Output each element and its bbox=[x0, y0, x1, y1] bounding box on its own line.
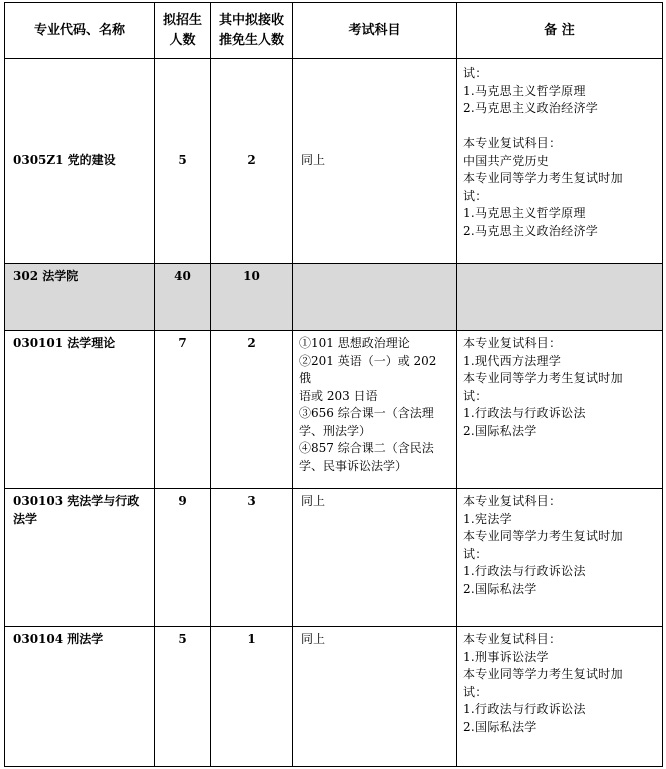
notes-cell bbox=[457, 59, 663, 264]
header-row bbox=[5, 3, 663, 59]
table-row bbox=[5, 627, 663, 767]
text-line: 试： bbox=[463, 188, 488, 203]
text-line: 本专业同等学力考生复试时加 bbox=[463, 529, 623, 543]
text-line: 2.马克思主义政治经济学 bbox=[463, 223, 599, 238]
text-line: 2.马克思主义政治经济学 bbox=[463, 101, 599, 115]
code-name-cell bbox=[5, 59, 155, 264]
header-code-name: 专业代码、名称 bbox=[5, 3, 155, 59]
text-line: 1.马克思主义哲学原理 bbox=[463, 206, 586, 220]
enroll-cell bbox=[155, 264, 211, 331]
text-line: 2.国际私法学 bbox=[463, 719, 537, 734]
notes-list bbox=[457, 489, 662, 598]
exempt-cell bbox=[211, 59, 293, 264]
text-line: ③656 综合课一（含法理 bbox=[299, 406, 434, 420]
text-line: 法学 bbox=[13, 511, 38, 526]
table-row bbox=[5, 331, 663, 489]
header-subjects: 考试科目 bbox=[293, 3, 457, 59]
text-line: 试： bbox=[463, 66, 488, 80]
notes-list bbox=[457, 627, 662, 736]
text-line: 学、刑法学） bbox=[299, 423, 372, 438]
exempt-count: 3 bbox=[247, 494, 256, 508]
text-line: ④857 综合课二（含民法 bbox=[299, 441, 434, 455]
notes-cell bbox=[457, 489, 663, 627]
text-line: 本专业复试科目： bbox=[463, 494, 562, 508]
text-line: 本专业复试科目： bbox=[463, 632, 562, 646]
code-name: 302 法学院 bbox=[13, 269, 79, 283]
text-line: 1.行政法与行政诉讼法 bbox=[463, 564, 586, 578]
enroll-count: 5 bbox=[178, 153, 187, 168]
text-line: 030103 宪法学与行政 bbox=[13, 494, 140, 508]
enroll-count: 5 bbox=[178, 632, 187, 646]
header-enroll-text: 拟招生 人数 bbox=[162, 12, 202, 48]
text-line bbox=[463, 118, 656, 136]
header-notes: 备 注 bbox=[457, 3, 663, 59]
text-line: 本专业复试科目： bbox=[463, 336, 562, 350]
subjects-text: 同上 bbox=[301, 494, 326, 508]
table-row bbox=[5, 489, 663, 627]
text-line: 1.马克思主义哲学原理 bbox=[463, 83, 586, 98]
enroll-cell bbox=[155, 331, 211, 489]
text-line: 1.行政法与行政诉讼法 bbox=[463, 406, 586, 420]
enroll-cell bbox=[155, 627, 211, 767]
subjects-cell bbox=[293, 264, 457, 331]
text-line: 本专业复试科目： bbox=[463, 136, 562, 150]
code-name: 030104 刑法学 bbox=[13, 632, 104, 646]
notes-list bbox=[457, 331, 662, 440]
text-line: 试： bbox=[463, 684, 488, 699]
text-line: 1.现代西方法理学 bbox=[463, 353, 562, 368]
exempt-cell bbox=[211, 489, 293, 627]
header-exempt-text: 其中拟接收 推免生人数 bbox=[218, 12, 284, 48]
exempt-count: 1 bbox=[247, 632, 256, 646]
text-line: 语或 203 日语 bbox=[299, 388, 378, 403]
code-name bbox=[5, 489, 154, 528]
subjects-cell bbox=[293, 331, 457, 489]
notes-list bbox=[457, 59, 662, 240]
text-line: 1.刑事诉讼法学 bbox=[463, 649, 549, 664]
text-line: 1.行政法与行政诉讼法 bbox=[463, 702, 586, 716]
text-line: ②201 英语（一）或 202 俄 bbox=[299, 353, 437, 385]
text-line: 试： bbox=[463, 388, 488, 403]
subjects-cell bbox=[293, 489, 457, 627]
exempt-cell bbox=[211, 331, 293, 489]
enroll-count: 40 bbox=[174, 269, 191, 283]
notes-list bbox=[457, 264, 662, 268]
code-name-cell bbox=[5, 489, 155, 627]
exempt-cell bbox=[211, 627, 293, 767]
header-exempt bbox=[211, 3, 293, 59]
exempt-count: 2 bbox=[247, 153, 256, 168]
admissions-table bbox=[4, 2, 663, 767]
code-name: 0305Z1 党的建设 bbox=[13, 153, 116, 168]
code-name-cell bbox=[5, 264, 155, 331]
subjects-text bbox=[293, 264, 456, 268]
table-row-group bbox=[5, 264, 663, 331]
exempt-count: 10 bbox=[243, 269, 260, 283]
table-row bbox=[5, 59, 663, 264]
text-line: 本专业同等学力考生复试时加 bbox=[463, 171, 623, 185]
code-name: 030101 法学理论 bbox=[13, 336, 116, 350]
enroll-cell bbox=[155, 59, 211, 264]
text-line: 本专业同等学力考生复试时加 bbox=[463, 371, 623, 385]
notes-cell bbox=[457, 264, 663, 331]
code-name-cell bbox=[5, 331, 155, 489]
enroll-count: 7 bbox=[178, 336, 187, 350]
subjects-text: 同上 bbox=[301, 632, 326, 646]
text-line: 学、民事诉讼法学） bbox=[299, 458, 408, 473]
header-enroll bbox=[155, 3, 211, 59]
text-line: 1.宪法学 bbox=[463, 511, 512, 526]
subjects-list bbox=[293, 331, 456, 475]
notes-cell bbox=[457, 627, 663, 767]
text-line: 2.国际私法学 bbox=[463, 581, 537, 596]
text-line: 试： bbox=[463, 546, 488, 561]
notes-cell bbox=[457, 331, 663, 489]
subjects-text: 同上 bbox=[301, 153, 326, 168]
subjects-cell bbox=[293, 59, 457, 264]
enroll-cell bbox=[155, 489, 211, 627]
subjects-cell bbox=[293, 627, 457, 767]
code-name-cell bbox=[5, 627, 155, 767]
exempt-count: 2 bbox=[247, 336, 256, 350]
text-line: ①101 思想政治理论 bbox=[299, 336, 410, 350]
text-line: 本专业同等学力考生复试时加 bbox=[463, 667, 623, 681]
text-line: 中国共产党历史 bbox=[463, 153, 550, 168]
text-line: 2.国际私法学 bbox=[463, 423, 537, 438]
enroll-count: 9 bbox=[178, 494, 187, 508]
exempt-cell bbox=[211, 264, 293, 331]
